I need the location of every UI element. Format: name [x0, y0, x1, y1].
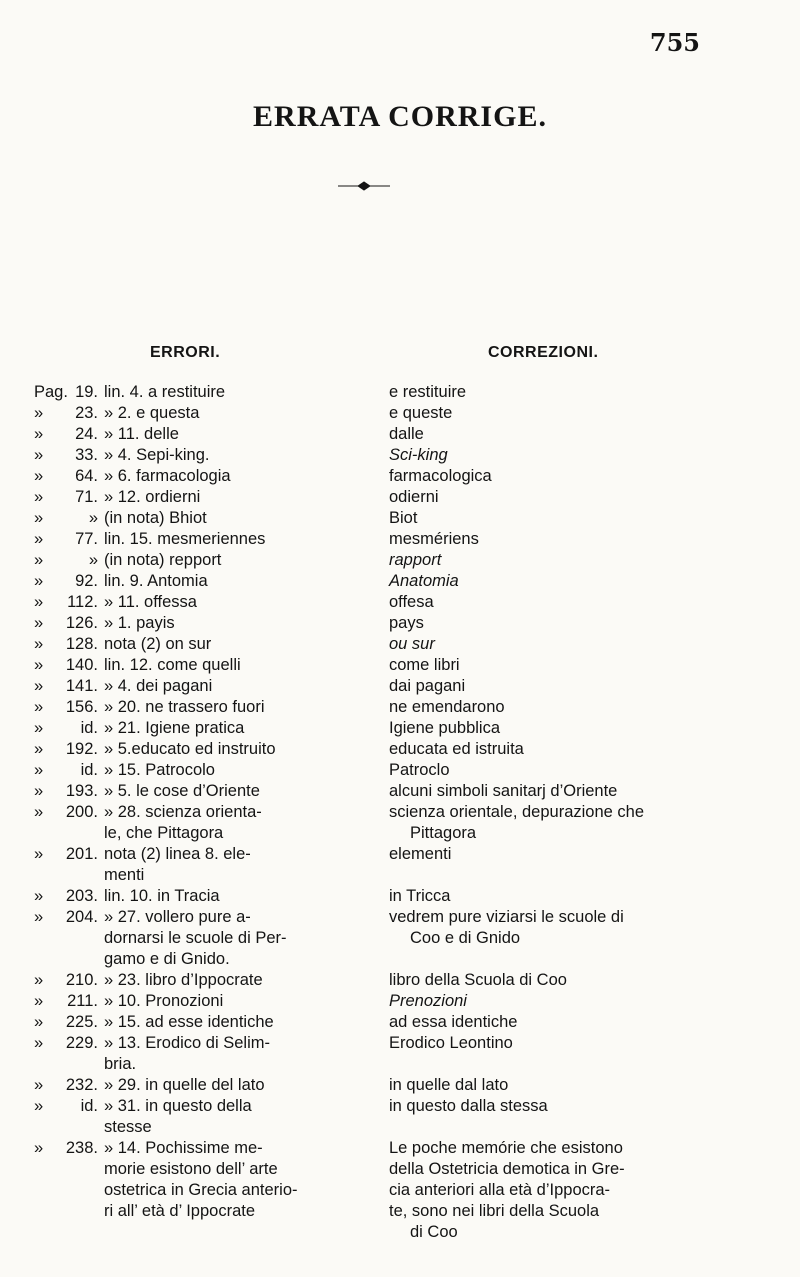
correction-text: rapport	[389, 551, 442, 569]
row-marker: »	[34, 509, 44, 527]
correction-text: in questo dalla stessa	[389, 1097, 548, 1115]
page-ref: 71.	[75, 488, 98, 506]
error-text: stesse	[104, 1118, 152, 1136]
error-text: » 23. libro d’Ippocrate	[104, 971, 263, 989]
page-ref: 192.	[65, 740, 98, 758]
correction-text: libro della Scuola di Coo	[389, 971, 567, 989]
error-text: » 29. in quelle del lato	[104, 1076, 265, 1094]
correction-text: Erodico Leontino	[389, 1034, 513, 1052]
correction-text: odierni	[389, 488, 439, 506]
correction-text: di Coo	[410, 1223, 458, 1241]
row-marker: »	[34, 1076, 44, 1094]
errata-row	[0, 571, 800, 592]
page-ref: »	[88, 509, 98, 527]
errata-row	[0, 466, 800, 487]
correction-text: cia anteriori alla età d’Ippocra-	[389, 1181, 611, 1199]
error-text: lin. 9. Antomia	[104, 572, 208, 590]
error-text: » 2. e questa	[104, 404, 200, 422]
error-text: » 11. offessa	[104, 593, 197, 611]
errata-row	[0, 844, 800, 865]
page-ref: 128.	[65, 635, 98, 653]
error-text: » 1. payis	[104, 614, 175, 632]
row-marker: »	[34, 446, 44, 464]
correction-text: Biot	[389, 509, 418, 527]
row-marker: »	[34, 845, 44, 863]
row-marker: »	[34, 677, 44, 695]
errata-row	[0, 613, 800, 634]
correction-text: elementi	[389, 845, 452, 863]
error-text: » 14. Pochissime me-	[104, 1139, 263, 1157]
row-marker: »	[34, 593, 44, 611]
errata-row	[0, 949, 800, 970]
correction-text: Le poche memórie che esistono	[389, 1139, 623, 1157]
row-marker: »	[34, 698, 44, 716]
correction-text: e restituire	[389, 383, 467, 401]
correction-text: in Tricca	[389, 887, 451, 905]
errata-row	[0, 382, 800, 403]
correction-text: Coo e di Gnido	[410, 929, 521, 947]
error-text: nota (2) on sur	[104, 635, 212, 653]
error-text: gamo e di Gnido.	[104, 950, 230, 968]
correction-text: in quelle dal lato	[389, 1076, 509, 1094]
errata-row	[0, 802, 800, 823]
errata-row	[0, 1075, 800, 1096]
errata-row	[0, 886, 800, 907]
errata-row	[0, 970, 800, 991]
page-ref: 203.	[65, 887, 98, 905]
row-marker: Pag.	[34, 383, 68, 401]
row-marker: »	[34, 1013, 44, 1031]
page-ref: 232.	[65, 1076, 98, 1094]
correction-text: Pittagora	[410, 824, 477, 842]
error-text: (in nota) Bhiot	[104, 509, 207, 527]
error-text: lin. 10. in Tracia	[104, 887, 220, 905]
error-text: » 15. Patrocolo	[104, 761, 215, 779]
correction-text: della Ostetricia demotica in Gre-	[389, 1160, 625, 1178]
row-marker: »	[34, 761, 44, 779]
error-text: lin. 4. a restituire	[104, 383, 226, 401]
correction-text: te, sono nei libri della Scuola	[389, 1202, 600, 1220]
row-marker: »	[34, 635, 44, 653]
row-marker: »	[34, 992, 44, 1010]
correction-text: offesa	[389, 593, 434, 611]
row-marker: »	[34, 551, 44, 569]
errata-row	[0, 1033, 800, 1054]
page-ref: 200.	[65, 803, 98, 821]
error-text: » 11. delle	[104, 425, 179, 443]
correction-text: Sci-king	[389, 446, 448, 464]
row-marker: »	[34, 1139, 44, 1157]
errata-row	[0, 529, 800, 550]
page-ref: 201.	[65, 845, 98, 863]
page-number: 755	[649, 28, 700, 57]
row-marker: »	[34, 740, 44, 758]
error-text: » 20. ne trassero fuori	[104, 698, 265, 716]
row-marker: »	[34, 425, 44, 443]
errata-row	[0, 1201, 800, 1222]
errata-row	[0, 1180, 800, 1201]
page-ref: 238.	[65, 1139, 98, 1157]
page-ref: 77.	[75, 530, 98, 548]
errata-row	[0, 1159, 800, 1180]
correction-text: mesmériens	[389, 530, 479, 548]
errata-row	[0, 508, 800, 529]
error-text: » 5.educato ed instruito	[104, 740, 276, 758]
correction-text: vedrem pure viziarsi le scuole di	[389, 908, 624, 926]
correction-text: Prenozioni	[389, 992, 467, 1010]
row-marker: »	[34, 971, 44, 989]
error-text: » 28. scienza orienta-	[104, 803, 262, 821]
row-marker: »	[34, 488, 44, 506]
errata-row	[0, 676, 800, 697]
errata-row	[0, 697, 800, 718]
correction-text: alcuni simboli sanitarj d’Oriente	[389, 782, 618, 800]
correction-text: ad essa identiche	[389, 1013, 518, 1031]
correction-text: scienza orientale, depurazione che	[389, 803, 645, 821]
correction-text: Anatomia	[389, 572, 459, 590]
page-ref: 211.	[67, 992, 98, 1010]
error-text: lin. 15. mesmeriennes	[104, 530, 266, 548]
errata-row	[0, 865, 800, 886]
error-text: » 10. Pronozioni	[104, 992, 224, 1010]
errata-row	[0, 1138, 800, 1159]
error-text: lin. 12. come quelli	[104, 656, 241, 674]
error-text: » 15. ad esse identiche	[104, 1013, 274, 1031]
correction-text: ne emendarono	[389, 698, 505, 716]
row-marker: »	[34, 803, 44, 821]
row-marker: »	[34, 530, 44, 548]
page-ref: 126.	[65, 614, 98, 632]
page-title: ERRATA CORRIGE.	[253, 100, 547, 133]
correction-text: e queste	[389, 404, 453, 422]
errata-row	[0, 991, 800, 1012]
errori-header: ERRORI.	[150, 344, 221, 361]
errata-row	[0, 781, 800, 802]
row-marker: »	[34, 656, 44, 674]
correction-text: pays	[389, 614, 424, 632]
correction-text: educata ed istruita	[389, 740, 524, 758]
error-text: » 12. ordierni	[104, 488, 201, 506]
page-ref: id.	[80, 761, 98, 779]
page-ref: 225.	[65, 1013, 98, 1031]
correction-text: ou sur	[389, 635, 435, 653]
error-text: » 6. farmacologia	[104, 467, 231, 485]
error-text: menti	[104, 866, 145, 884]
page-ref: 156.	[65, 698, 98, 716]
error-text: » 4. dei pagani	[104, 677, 213, 695]
correction-text: farmacologica	[389, 467, 492, 485]
correction-text: Igiene pubblica	[389, 719, 501, 737]
error-text: » 5. le cose d’Oriente	[104, 782, 260, 800]
page-ref: 229.	[65, 1034, 98, 1052]
errata-row	[0, 1222, 800, 1243]
error-text: le, che Pittagora	[104, 824, 224, 842]
errata-row	[0, 634, 800, 655]
row-marker: »	[34, 1097, 44, 1115]
error-text: » 4. Sepi-king.	[104, 446, 210, 464]
errata-row	[0, 424, 800, 445]
error-text: ri all’ età d’ Ippocrate	[104, 1202, 256, 1220]
error-text: » 21. Igiene pratica	[104, 719, 245, 737]
page-ref: 140.	[65, 656, 98, 674]
page-ref: 23.	[75, 404, 98, 422]
page-ref: 141.	[65, 677, 98, 695]
correction-text: come libri	[389, 656, 460, 674]
errata-row	[0, 928, 800, 949]
row-marker: »	[34, 467, 44, 485]
row-marker: »	[34, 887, 44, 905]
errata-row	[0, 907, 800, 928]
error-text: dornarsi le scuole di Per-	[104, 929, 287, 947]
page-ref: id.	[80, 1097, 98, 1115]
error-text: » 31. in questo della	[104, 1097, 252, 1115]
errata-row	[0, 718, 800, 739]
row-marker: »	[34, 1034, 44, 1052]
correction-text: Patroclo	[389, 761, 450, 779]
errata-row	[0, 739, 800, 760]
errata-row	[0, 1117, 800, 1138]
page-ref: 204.	[65, 908, 98, 926]
errata-row	[0, 592, 800, 613]
page-ref: 92.	[75, 572, 98, 590]
row-marker: »	[34, 908, 44, 926]
page-ref: 24.	[75, 425, 98, 443]
errata-row	[0, 655, 800, 676]
correction-text: dalle	[389, 425, 424, 443]
row-marker: »	[34, 404, 44, 422]
page-ref: »	[88, 551, 98, 569]
correzioni-header: CORREZIONI.	[488, 344, 599, 361]
row-marker: »	[34, 572, 44, 590]
error-text: » 13. Erodico di Selim-	[104, 1034, 270, 1052]
error-text: bria.	[104, 1055, 137, 1073]
errata-row	[0, 760, 800, 781]
page-ref: 193.	[65, 782, 98, 800]
ornamental-rule	[338, 180, 390, 192]
errata-row	[0, 1012, 800, 1033]
errata-row	[0, 1096, 800, 1117]
error-text: ostetrica in Grecia anterio-	[104, 1181, 298, 1199]
error-text: nota (2) linea 8. ele-	[104, 845, 251, 863]
page-ref: 19.	[75, 383, 98, 401]
error-text: morie esistono dell’ arte	[104, 1160, 278, 1178]
error-text: (in nota) repport	[104, 551, 222, 569]
correction-text: dai pagani	[389, 677, 466, 695]
errata-row	[0, 550, 800, 571]
row-marker: »	[34, 614, 44, 632]
page-ref: id.	[80, 719, 98, 737]
page-ref: 64.	[75, 467, 98, 485]
errata-row	[0, 487, 800, 508]
page-ref: 33.	[75, 446, 98, 464]
page-ref: 210.	[65, 971, 98, 989]
errata-row	[0, 445, 800, 466]
errata-row	[0, 403, 800, 424]
errata-row	[0, 823, 800, 844]
errata-row	[0, 1054, 800, 1075]
page-ref: 112.	[67, 593, 98, 611]
row-marker: »	[34, 782, 44, 800]
row-marker: »	[34, 719, 44, 737]
error-text: » 27. vollero pure a-	[104, 908, 251, 926]
